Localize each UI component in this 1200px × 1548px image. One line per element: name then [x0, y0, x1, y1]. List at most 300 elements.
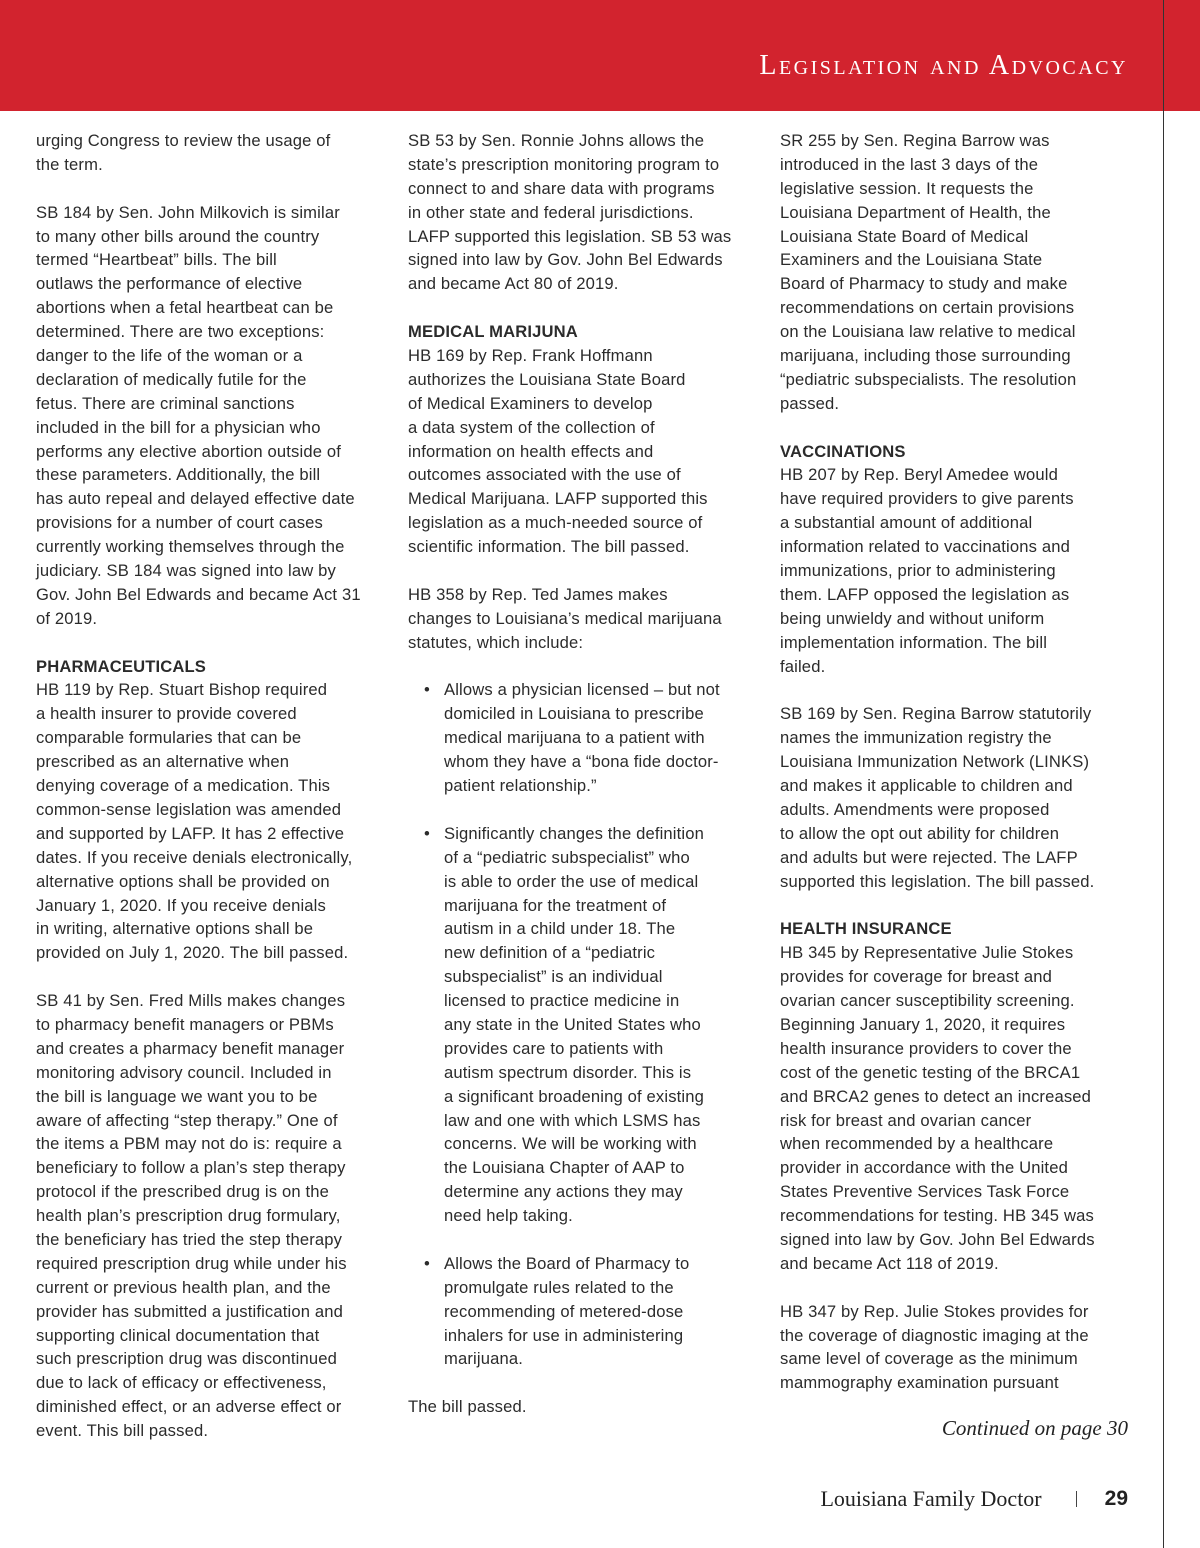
- text-line: [36, 392, 396, 416]
- bullet-continuation: [408, 917, 768, 941]
- text-line: [408, 631, 768, 655]
- blank-line: [408, 1371, 768, 1395]
- bullet-item: [408, 822, 768, 846]
- text-line: [408, 225, 768, 249]
- text-line: [780, 463, 1140, 487]
- page-edge-divider: [1163, 0, 1164, 1548]
- bullet-continuation: [408, 1347, 768, 1371]
- line-text: information related to vaccinations and: [780, 537, 1070, 557]
- text-line: [780, 1228, 1140, 1252]
- line-text: signed into law by Gov. John Bel Edwards: [780, 1229, 1095, 1249]
- text-line: [36, 702, 396, 726]
- line-text: these parameters. Additionally, the bill: [36, 465, 321, 485]
- text-line: [36, 1156, 396, 1180]
- line-text: provider has submitted a justification and: [36, 1301, 343, 1321]
- bullet-continuation: [408, 774, 768, 798]
- text-line: [36, 129, 396, 153]
- line-text: determine any actions they may: [444, 1182, 683, 1202]
- text-line: [36, 1419, 396, 1443]
- blank-line: [36, 631, 396, 655]
- line-text: LAFP supported this legislation. SB 53 was: [408, 226, 732, 246]
- text-line: [408, 535, 768, 559]
- line-text: Examiners and the Louisiana State: [780, 250, 1043, 270]
- line-text: implementation information. The bill: [780, 632, 1048, 652]
- text-line: [36, 320, 396, 344]
- line-text: the coverage of diagnostic imaging at the: [780, 1325, 1089, 1345]
- text-line: [36, 989, 396, 1013]
- line-text: HEALTH INSURANCE: [780, 919, 952, 939]
- text-line: [36, 1252, 396, 1276]
- line-text: HB 358 by Rep. Ted James makes: [408, 584, 668, 604]
- text-line: [408, 440, 768, 464]
- magazine-name: Louisiana Family Doctor: [820, 1486, 1042, 1511]
- section-heading: [408, 320, 768, 344]
- line-text: marijuana.: [444, 1349, 523, 1369]
- blank-line: [408, 798, 768, 822]
- line-text: denying coverage of a medication. This: [36, 776, 331, 796]
- text-line: [408, 153, 768, 177]
- text-line: [36, 917, 396, 941]
- text-line: [36, 368, 396, 392]
- line-text: included in the bill for a physician who: [36, 417, 321, 437]
- line-text: and makes it applicable to children and: [780, 776, 1073, 796]
- text-line: [780, 726, 1140, 750]
- line-text: same level of coverage as the minimum: [780, 1349, 1078, 1369]
- line-text: judiciary. SB 184 was signed into law by: [36, 561, 336, 581]
- line-text: and became Act 80 of 2019.: [408, 274, 619, 294]
- line-text: immunizations, prior to administering: [780, 561, 1056, 581]
- text-line: [780, 1347, 1140, 1371]
- line-text: January 1, 2020. If you receive denials: [36, 895, 326, 915]
- line-text: outlaws the performance of elective: [36, 274, 303, 294]
- text-line: [36, 1300, 396, 1324]
- line-text: HB 169 by Rep. Frank Hoffmann: [408, 346, 653, 366]
- bullet-continuation: [408, 941, 768, 965]
- line-text: such prescription drug was discontinued: [36, 1349, 338, 1369]
- line-text: scientific information. The bill passed.: [408, 537, 690, 557]
- line-text: a significant broadening of existing: [444, 1086, 705, 1106]
- line-text: passed.: [780, 393, 840, 413]
- footer-divider: [1076, 1491, 1077, 1507]
- line-text: HB 207 by Rep. Beryl Amedee would: [780, 465, 1058, 485]
- text-line: [780, 368, 1140, 392]
- line-text: health plan’s prescription drug formulary,: [36, 1206, 341, 1226]
- line-text: aware of affecting “step therapy.” One of: [36, 1110, 338, 1130]
- line-text: performs any elective abortion outside of: [36, 441, 341, 461]
- section-heading: [780, 440, 1140, 464]
- line-text: whom they have a “bona fide doctor-: [444, 752, 719, 772]
- text-line: [780, 798, 1140, 822]
- text-line: [36, 225, 396, 249]
- text-line: [780, 559, 1140, 583]
- line-text: have required providers to give parents: [780, 489, 1074, 509]
- text-line: [36, 1347, 396, 1371]
- text-line: [780, 1132, 1140, 1156]
- line-text: and creates a pharmacy benefit manager: [36, 1038, 345, 1058]
- bullet-continuation: [408, 1156, 768, 1180]
- line-text: outcomes associated with the use of: [408, 465, 681, 485]
- line-text: licensed to practice medicine in: [444, 991, 680, 1011]
- section-banner: [0, 0, 1200, 111]
- line-text: law and one with which LSMS has: [444, 1110, 701, 1130]
- bullet-continuation: [408, 1085, 768, 1109]
- text-line: [780, 607, 1140, 631]
- line-text: and supported by LAFP. It has 2 effective: [36, 823, 345, 843]
- page-number: 29: [1104, 1487, 1128, 1510]
- text-line: [780, 774, 1140, 798]
- line-text: urging Congress to review the usage of: [36, 131, 331, 150]
- text-line: [36, 1085, 396, 1109]
- text-line: [780, 1204, 1140, 1228]
- bullet-continuation: [408, 726, 768, 750]
- line-text: HB 347 by Rep. Julie Stokes provides for: [780, 1301, 1089, 1321]
- text-line: [780, 177, 1140, 201]
- line-text: the bill is language we want you to be: [36, 1086, 318, 1106]
- text-line: [408, 511, 768, 535]
- text-line: [780, 989, 1140, 1013]
- line-text: inhalers for use in administering: [444, 1325, 684, 1345]
- text-line: [36, 1132, 396, 1156]
- text-line: [408, 392, 768, 416]
- bullet-continuation: [408, 1276, 768, 1300]
- line-text: determined. There are two exceptions:: [36, 322, 325, 342]
- line-text: SB 41 by Sen. Fred Mills makes changes: [36, 991, 346, 1011]
- line-text: of 2019.: [36, 608, 98, 628]
- continued-note: Continued on page 30: [941, 1416, 1128, 1440]
- bullet-item: [408, 1252, 768, 1276]
- line-text: Louisiana Immunization Network (LINKS): [780, 752, 1090, 772]
- text-line: [780, 1013, 1140, 1037]
- text-line: [36, 870, 396, 894]
- text-line: [36, 846, 396, 870]
- blank-line: [36, 965, 396, 989]
- line-text: provisions for a number of court cases: [36, 513, 323, 533]
- bullet-continuation: [408, 1204, 768, 1228]
- text-line: [780, 822, 1140, 846]
- line-text: and became Act 118 of 2019.: [780, 1253, 999, 1273]
- text-line: [408, 487, 768, 511]
- bullet-icon: •: [424, 1253, 430, 1273]
- line-text: promulgate rules related to the: [444, 1277, 674, 1297]
- line-text: SB 53 by Sen. Ronnie Johns allows the: [408, 131, 705, 150]
- text-line: [780, 535, 1140, 559]
- text-line: [780, 631, 1140, 655]
- text-line: [780, 1037, 1140, 1061]
- line-text: authorizes the Louisiana State Board: [408, 369, 686, 389]
- text-line: [408, 129, 768, 153]
- bullet-continuation: [408, 1037, 768, 1061]
- text-line: [36, 1324, 396, 1348]
- line-text: and adults but were rejected. The LAFP: [780, 847, 1078, 867]
- line-text: recommending of metered-dose: [444, 1301, 684, 1321]
- line-text: the Louisiana Chapter of AAP to: [444, 1158, 685, 1178]
- bullet-continuation: [408, 1109, 768, 1133]
- line-text: to many other bills around the country: [36, 226, 320, 246]
- line-text: SR 255 by Sen. Regina Barrow was: [780, 131, 1050, 150]
- line-text: provides for coverage for breast and: [780, 967, 1052, 987]
- text-line: [780, 225, 1140, 249]
- bullet-continuation: [408, 870, 768, 894]
- column-3: [780, 129, 1140, 1395]
- bullet-continuation: [408, 846, 768, 870]
- bullet-continuation: [408, 1013, 768, 1037]
- text-line: [36, 941, 396, 965]
- section-heading: [780, 917, 1140, 941]
- bullet-item: [408, 678, 768, 702]
- line-text: States Preventive Services Task Force: [780, 1182, 1070, 1202]
- page-footer: [820, 1486, 1128, 1512]
- text-line: [780, 248, 1140, 272]
- line-text: in other state and federal jurisdictions.: [408, 202, 694, 222]
- text-line: [780, 941, 1140, 965]
- text-line: [408, 201, 768, 225]
- line-text: to allow the opt out ability for children: [780, 823, 1060, 843]
- text-line: [780, 1156, 1140, 1180]
- text-line: [36, 248, 396, 272]
- text-line: [780, 583, 1140, 607]
- line-text: autism in a child under 18. The: [444, 919, 676, 939]
- line-text: MEDICAL MARIJUNA: [408, 322, 578, 342]
- blank-line: [780, 416, 1140, 440]
- text-line: [780, 702, 1140, 726]
- text-line: [408, 272, 768, 296]
- line-text: is able to order the use of medical: [444, 871, 699, 891]
- line-text: patient relationship.”: [444, 776, 597, 796]
- line-text: dates. If you receive denials electronically,: [36, 847, 353, 867]
- line-text: marijuana, including those surrounding: [780, 346, 1071, 366]
- bullet-icon: •: [424, 680, 430, 700]
- text-line: [780, 272, 1140, 296]
- text-line: [36, 1013, 396, 1037]
- text-line: [36, 678, 396, 702]
- text-line: [36, 750, 396, 774]
- line-text: declaration of medically futile for the: [36, 369, 307, 389]
- line-text: Board of Pharmacy to study and make: [780, 274, 1068, 294]
- line-text: signed into law by Gov. John Bel Edwards: [408, 250, 723, 270]
- line-text: of Medical Examiners to develop: [408, 393, 653, 413]
- line-text: beneficiary to follow a plan’s step therapy: [36, 1158, 346, 1178]
- text-line: [780, 1371, 1140, 1395]
- text-line: [36, 894, 396, 918]
- line-text: recommendations on certain provisions: [780, 298, 1075, 318]
- line-text: currently working themselves through the: [36, 537, 345, 557]
- line-text: provided on July 1, 2020. The bill passed.: [36, 943, 349, 963]
- text-line: [36, 296, 396, 320]
- bullet-continuation: [408, 965, 768, 989]
- line-text: danger to the life of the woman or a: [36, 346, 303, 366]
- text-line: [36, 511, 396, 535]
- text-line: [36, 416, 396, 440]
- line-text: prescribed as an alternative when: [36, 752, 290, 772]
- bullet-continuation: [408, 1132, 768, 1156]
- text-line: [780, 1109, 1140, 1133]
- blank-line: [408, 1228, 768, 1252]
- text-line: [408, 368, 768, 392]
- line-text: event. This bill passed.: [36, 1421, 209, 1441]
- line-text: changes to Louisiana’s medical marijuana: [408, 608, 722, 628]
- line-text: fetus. There are criminal sanctions: [36, 393, 295, 413]
- line-text: alternative options shall be provided on: [36, 871, 330, 891]
- section-heading: [36, 655, 396, 679]
- line-text: mammography examination pursuant: [780, 1373, 1059, 1393]
- text-line: [36, 774, 396, 798]
- text-line: [780, 1300, 1140, 1324]
- text-line: [780, 392, 1140, 416]
- text-line: [36, 583, 396, 607]
- line-text: any state in the United States who: [444, 1014, 701, 1034]
- text-line: [780, 296, 1140, 320]
- text-line: [780, 201, 1140, 225]
- line-text: risk for breast and ovarian cancer: [780, 1110, 1032, 1130]
- text-line: [780, 129, 1140, 153]
- text-line: [780, 1324, 1140, 1348]
- blank-line: [780, 1276, 1140, 1300]
- bullet-continuation: [408, 1324, 768, 1348]
- text-line: [36, 201, 396, 225]
- line-text: need help taking.: [444, 1206, 573, 1226]
- text-line: [36, 607, 396, 631]
- text-line: [408, 463, 768, 487]
- line-text: termed “Heartbeat” bills. The bill: [36, 250, 277, 270]
- text-line: [36, 535, 396, 559]
- text-line: [408, 344, 768, 368]
- bullet-continuation: [408, 989, 768, 1013]
- line-text: concerns. We will be working with: [444, 1134, 697, 1154]
- line-text: failed.: [780, 656, 826, 676]
- line-text: Allows a physician licensed – but not: [444, 680, 720, 700]
- line-text: autism spectrum disorder. This is: [444, 1062, 692, 1082]
- text-line: [36, 153, 396, 177]
- line-text: of a “pediatric subspecialist” who: [444, 847, 690, 867]
- text-line: [36, 1180, 396, 1204]
- line-text: the beneficiary has tried the step therapy: [36, 1229, 343, 1249]
- line-text: Significantly changes the definition: [444, 823, 705, 843]
- line-text: information on health effects and: [408, 441, 654, 461]
- blank-line: [780, 678, 1140, 702]
- line-text: recommendations for testing. HB 345 was: [780, 1206, 1094, 1226]
- line-text: diminished effect, or an adverse effect or: [36, 1397, 342, 1417]
- line-text: HB 345 by Representative Julie Stokes: [780, 943, 1074, 963]
- line-text: to pharmacy benefit managers or PBMs: [36, 1014, 334, 1034]
- line-text: a health insurer to provide covered: [36, 704, 297, 724]
- text-line: [780, 1061, 1140, 1085]
- line-text: subspecialist” is an individual: [444, 967, 663, 987]
- blank-line: [36, 177, 396, 201]
- text-line: [36, 1061, 396, 1085]
- text-line: [780, 511, 1140, 535]
- line-text: ovarian cancer susceptibility screening.: [780, 991, 1075, 1011]
- bullet-continuation: [408, 894, 768, 918]
- blank-line: [408, 559, 768, 583]
- line-text: “pediatric subspecialists. The resolution: [780, 369, 1077, 389]
- line-text: current or previous health plan, and the: [36, 1277, 331, 1297]
- section-title: Legislation and Advocacy: [759, 50, 1128, 81]
- line-text: Louisiana Department of Health, the: [780, 202, 1051, 222]
- line-text: protocol if the prescribed drug is on the: [36, 1182, 330, 1202]
- line-text: a substantial amount of additional: [780, 513, 1033, 533]
- line-text: statutes, which include:: [408, 632, 584, 652]
- text-line: [780, 320, 1140, 344]
- line-text: provider in accordance with the United: [780, 1158, 1068, 1178]
- line-text: introduced in the last 3 days of the: [780, 154, 1039, 174]
- bullet-continuation: [408, 702, 768, 726]
- text-line: [36, 798, 396, 822]
- text-line: [36, 1228, 396, 1252]
- bullet-continuation: [408, 1180, 768, 1204]
- line-text: due to lack of efficacy or effectiveness,: [36, 1373, 327, 1393]
- line-text: common-sense legislation was amended: [36, 799, 342, 819]
- text-line: [408, 1395, 768, 1419]
- line-text: adults. Amendments were proposed: [780, 799, 1050, 819]
- line-text: abortions when a fetal heartbeat can be: [36, 298, 334, 318]
- line-text: a data system of the collection of: [408, 417, 655, 437]
- line-text: The bill passed.: [408, 1397, 527, 1417]
- line-text: provides care to patients with: [444, 1038, 664, 1058]
- text-line: [780, 870, 1140, 894]
- text-line: [780, 487, 1140, 511]
- line-text: the items a PBM may not do is: require a: [36, 1134, 342, 1154]
- text-line: [780, 153, 1140, 177]
- line-text: has auto repeal and delayed effective date: [36, 489, 355, 509]
- line-text: medical marijuana to a patient with: [444, 728, 705, 748]
- line-text: SB 169 by Sen. Regina Barrow statutorily: [780, 704, 1092, 724]
- line-text: SB 184 by Sen. John Milkovich is similar: [36, 202, 340, 222]
- text-line: [36, 822, 396, 846]
- text-line: [36, 487, 396, 511]
- bullet-continuation: [408, 750, 768, 774]
- text-line: [408, 583, 768, 607]
- text-line: [36, 1037, 396, 1061]
- bullet-continuation: [408, 1300, 768, 1324]
- text-line: [780, 344, 1140, 368]
- blank-line: [408, 655, 768, 679]
- text-line: [408, 248, 768, 272]
- column-1: [36, 129, 396, 1443]
- line-text: marijuana for the treatment of: [444, 895, 667, 915]
- text-line: [780, 1180, 1140, 1204]
- text-line: [36, 272, 396, 296]
- text-line: [36, 1395, 396, 1419]
- line-text: VACCINATIONS: [780, 441, 906, 461]
- line-text: Allows the Board of Pharmacy to: [444, 1253, 690, 1273]
- text-line: [36, 1204, 396, 1228]
- line-text: Louisiana State Board of Medical: [780, 226, 1029, 246]
- line-text: HB 119 by Rep. Stuart Bishop required: [36, 680, 328, 700]
- blank-line: [408, 296, 768, 320]
- line-text: supporting clinical documentation that: [36, 1325, 320, 1345]
- line-text: on the Louisiana law relative to medical: [780, 322, 1076, 342]
- text-line: [780, 655, 1140, 679]
- column-2: [408, 129, 768, 1419]
- line-text: new definition of a “pediatric: [444, 943, 656, 963]
- line-text: cost of the genetic testing of the BRCA1: [780, 1062, 1081, 1082]
- line-text: comparable formularies that can be: [36, 728, 302, 748]
- line-text: PHARMACEUTICALS: [36, 656, 207, 676]
- line-text: state’s prescription monitoring program to: [408, 154, 720, 174]
- text-line: [408, 416, 768, 440]
- line-text: Gov. John Bel Edwards and became Act 31: [36, 584, 361, 604]
- text-line: [780, 846, 1140, 870]
- text-line: [36, 1276, 396, 1300]
- line-text: required prescription drug while under his: [36, 1253, 347, 1273]
- text-line: [36, 463, 396, 487]
- line-text: in writing, alternative options shall be: [36, 919, 314, 939]
- bullet-continuation: [408, 1061, 768, 1085]
- text-line: [780, 750, 1140, 774]
- text-line: [36, 726, 396, 750]
- text-line: [36, 440, 396, 464]
- text-line: [408, 177, 768, 201]
